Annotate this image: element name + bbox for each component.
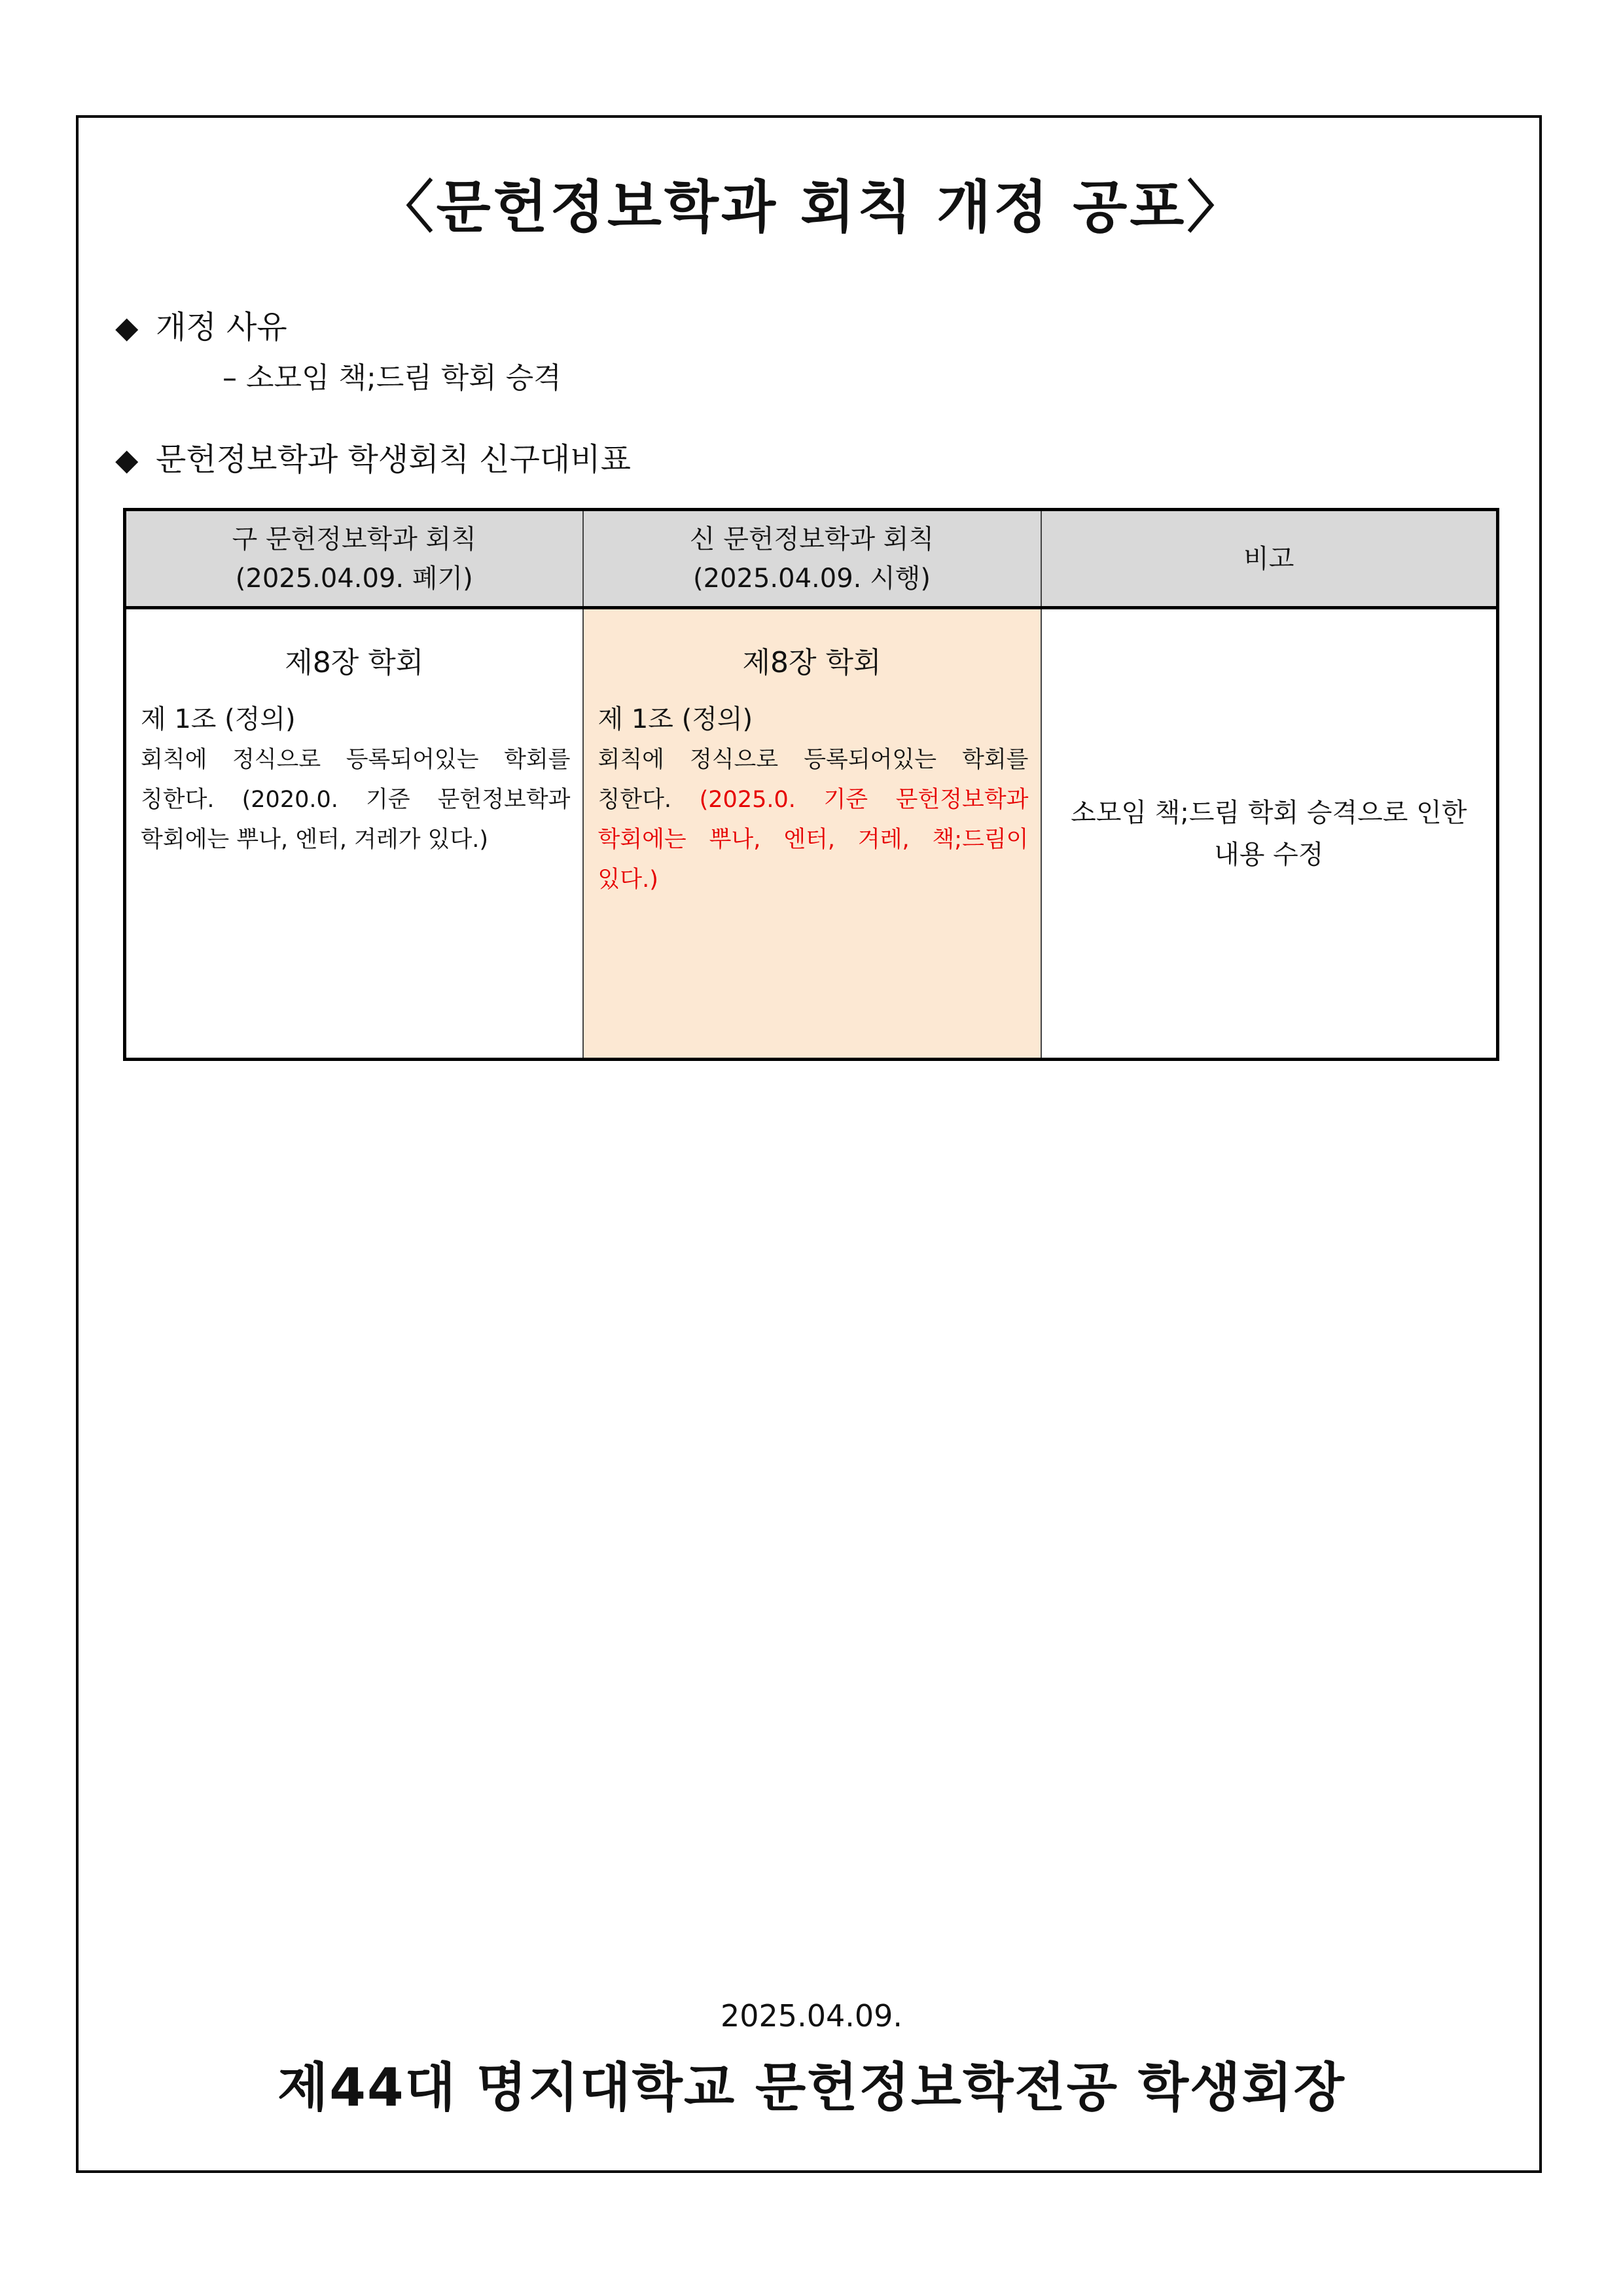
- note-header-text: 비고: [1243, 543, 1294, 574]
- comparison-heading-text: 문헌정보학과 학생회칙 신구대비표: [156, 441, 632, 478]
- new-clause: [598, 740, 1029, 900]
- reason-section-heading: [115, 308, 287, 347]
- old-rules-cell: [125, 608, 583, 1060]
- new-article: 제 1조 (정의): [597, 704, 753, 734]
- note-cell: [1041, 608, 1498, 1060]
- reason-item: – 소모임 책;드림 학회 승격: [223, 361, 562, 395]
- document-title: 〈문헌정보학과 회칙 개정 공포〉: [377, 175, 1246, 240]
- old-rules-header-date: (2025.04.09. 폐기): [235, 563, 473, 594]
- new-rules-cell: [583, 608, 1041, 1060]
- reason-heading-text: 개정 사유: [156, 309, 287, 346]
- old-rules-header-title: 구 문헌정보학과 회칙: [232, 524, 476, 554]
- note-header: [1041, 510, 1498, 608]
- new-rules-header-date: (2025.04.09. 시행): [693, 563, 931, 594]
- old-chapter: 제8장 학회: [285, 646, 424, 679]
- new-chapter: 제8장 학회: [742, 646, 882, 679]
- new-rules-header-title: 신 문헌정보학과 회칙: [689, 524, 935, 554]
- new-clause-unchanged: 회칙에 정식으로 등록되어있는 학회를 칭한다.: [597, 747, 1029, 813]
- diamond-bullet-icon: ◆: [115, 310, 139, 345]
- diamond-bullet-icon: ◆: [115, 442, 139, 477]
- announcement-date: 2025.04.09.: [721, 1998, 902, 2034]
- signer: 제44대 명지대학교 문헌정보학전공 학생회장: [277, 2057, 1346, 2118]
- table-body-row: [125, 608, 1498, 1060]
- comparison-section-heading: [115, 440, 631, 479]
- table-header-row: [125, 510, 1498, 608]
- old-clause: 회칙에 정식으로 등록되어있는 학회를 칭한다. (2020.0. 기준 문헌정보학과 학회에는 뿌나, 엔터, 겨레가 있다.): [141, 747, 571, 853]
- document-frame: [76, 115, 1542, 2173]
- old-article: 제 1조 (정의): [141, 704, 296, 734]
- new-rules-header: [583, 510, 1041, 608]
- note-text: 소모임 책;드림 학회 승격으로 인한 내용 수정: [1071, 797, 1467, 870]
- comparison-table: [123, 508, 1499, 1061]
- new-clause-changed: (2025.0. 기준 문헌정보학과 학회에는 뿌나, 엔터, 겨레, 책;드림이 있다.): [597, 787, 1029, 893]
- old-rules-header: [125, 510, 583, 608]
